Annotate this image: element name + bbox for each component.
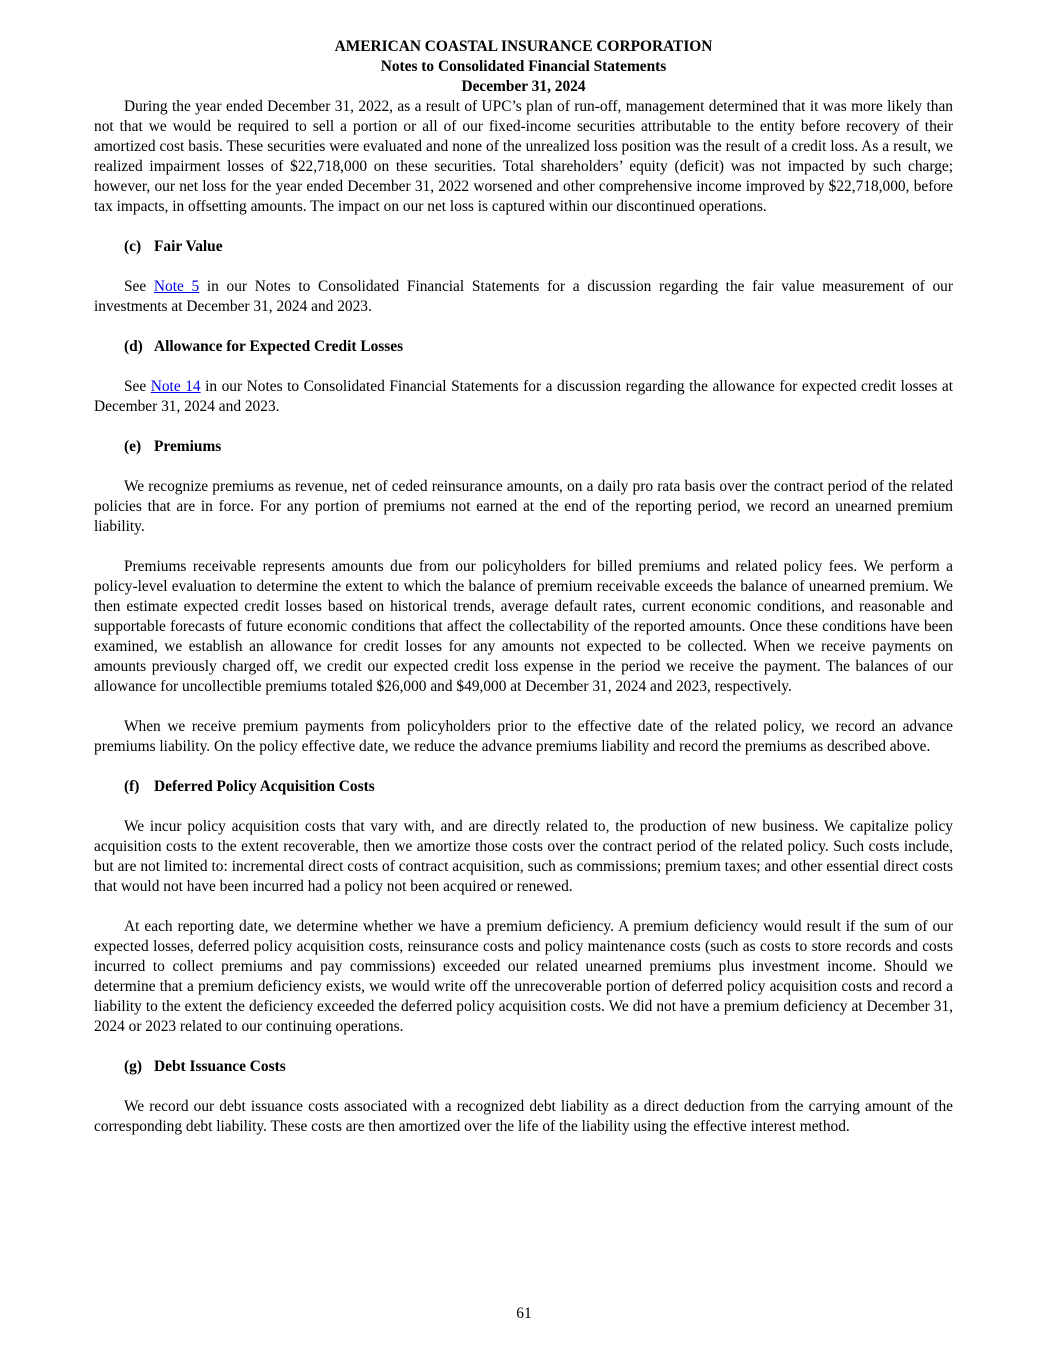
- document-date: December 31, 2024: [461, 78, 586, 95]
- company-name: AMERICAN COASTAL INSURANCE CORPORATION: [334, 38, 713, 55]
- section-label: (e): [124, 438, 142, 455]
- section-heading-premiums: [124, 437, 953, 457]
- section-heading-debt-issuance: [124, 1057, 953, 1077]
- dac-paragraph: At each reporting date, we determine whether we have a premium deficiency. A premium deficiency would result if the sum of our expected losses, deferred policy acquisition costs, reinsurance costs and policy maintenance costs (such as costs to store records and costs incurred to collect premiums and pay commissions) exceeded our related unearned premiums plus investment income. Should we determine that a premium deficiency exists, we would write off the unrecoverable portion of deferred policy acquisition costs and record a liability to the extent the deficiency exceeded the deferred policy acquisition costs. We did not have a premium deficiency at December 31, 2024 or 2023 related to our continuing operations.: [94, 918, 953, 1035]
- intro-paragraph: During the year ended December 31, 2022, as a result of UPC’s plan of run-off, management determined that it was more likely than not that we would be required to sell a portion or all of our fixed-income securities attributable to the entity before recovery of their amortized cost basis. These securities were evaluated and none of the unrealized loss position was the result of a credit loss. As a result, we realized impairment losses of $22,718,000 on these securities. Total shareholders’ equity (deficit) was not impacted by such charge; however, our net loss for the year ended December 31, 2022 worsened and other comprehensive income improved by $22,718,000, before tax impacts, in offsetting amounts. The impact on our net loss is captured within our discontinued operations.: [94, 98, 953, 215]
- text: in our Notes to Consolidated Financial Statements for a discussion regarding the allowance for expected credit losses at December 31, 2024 and 2023.: [94, 378, 954, 415]
- document-page: [94, 37, 953, 1157]
- note-5-link[interactable]: Note 5: [153, 278, 200, 295]
- section-title: Premiums: [154, 438, 222, 455]
- section-title: Fair Value: [154, 238, 223, 255]
- section-title: Debt Issuance Costs: [154, 1058, 286, 1075]
- credit-losses-paragraph: [94, 377, 953, 417]
- fair-value-paragraph: [94, 277, 953, 317]
- section-label: (f): [124, 778, 140, 795]
- page-number: 61: [516, 1305, 532, 1322]
- section-label: (g): [124, 1058, 142, 1075]
- section-heading-fair-value: [124, 237, 953, 257]
- text: See: [124, 378, 151, 395]
- section-label: (d): [124, 338, 143, 355]
- premiums-paragraph: We recognize premiums as revenue, net of ceded reinsurance amounts, on a daily pro rata basis over the contract period of the related policies that are in force. For any portion of premiums not earned at the end of the reporting period, we record an unearned premium liability.: [94, 478, 953, 535]
- dac-paragraph: We incur policy acquisition costs that vary with, and are directly related to, the production of new business. We capitalize policy acquisition costs to the extent recoverable, then we amortize those costs over the contract period of the related policy. Such costs include, but are not limited to: incremental direct costs of contract acquisition, such as commissions; premium taxes; and other essential direct costs that would not have been incurred had a policy not been acquired or renewed.: [94, 818, 953, 895]
- premiums-paragraph: When we receive premium payments from policyholders prior to the effective date of the related policy, we record an advance premiums liability. On the policy effective date, we reduce the advance premiums liability and record the premiums as described above.: [94, 718, 953, 755]
- text: See: [124, 278, 154, 295]
- section-label: (c): [124, 238, 142, 255]
- text: in our Notes to Consolidated Financial Statements for a discussion regarding the fair value measurement of our investments at December 31, 2024 and 2023.: [94, 278, 953, 315]
- debt-issuance-paragraph: We record our debt issuance costs associated with a recognized debt liability as a direct deduction from the carrying amount of the corresponding debt liability. These costs are then amortized over the life of the liability using the effective interest method.: [94, 1098, 953, 1135]
- document-title: Notes to Consolidated Financial Statements: [380, 58, 667, 75]
- note-14-link[interactable]: Note 14: [150, 378, 201, 395]
- section-heading-dac: [124, 777, 953, 797]
- premiums-paragraph: Premiums receivable represents amounts due from our policyholders for billed premiums and related policy fees. We perform a policy-level evaluation to determine the extent to which the balance of premium receivable exceeds the balance of unearned premium. We then estimate expected credit losses based on historical trends, average default rates, current economic conditions, and reasonable and supportable forecasts of future economic conditions that affect the collectability of the reported amounts. Once these conditions have been examined, we establish an allowance for credit losses for any amounts not expected to be collected. When we receive payments on amounts previously charged off, we credit our expected credit loss expense in the period we receive the payment. The balances of our allowance for uncollectible premiums totaled $26,000 and $49,000 at December 31, 2024 and 2023, respectively.: [94, 558, 953, 695]
- section-title: Allowance for Expected Credit Losses: [154, 338, 404, 355]
- section-title: Deferred Policy Acquisition Costs: [154, 778, 375, 795]
- section-heading-credit-losses: [124, 337, 953, 357]
